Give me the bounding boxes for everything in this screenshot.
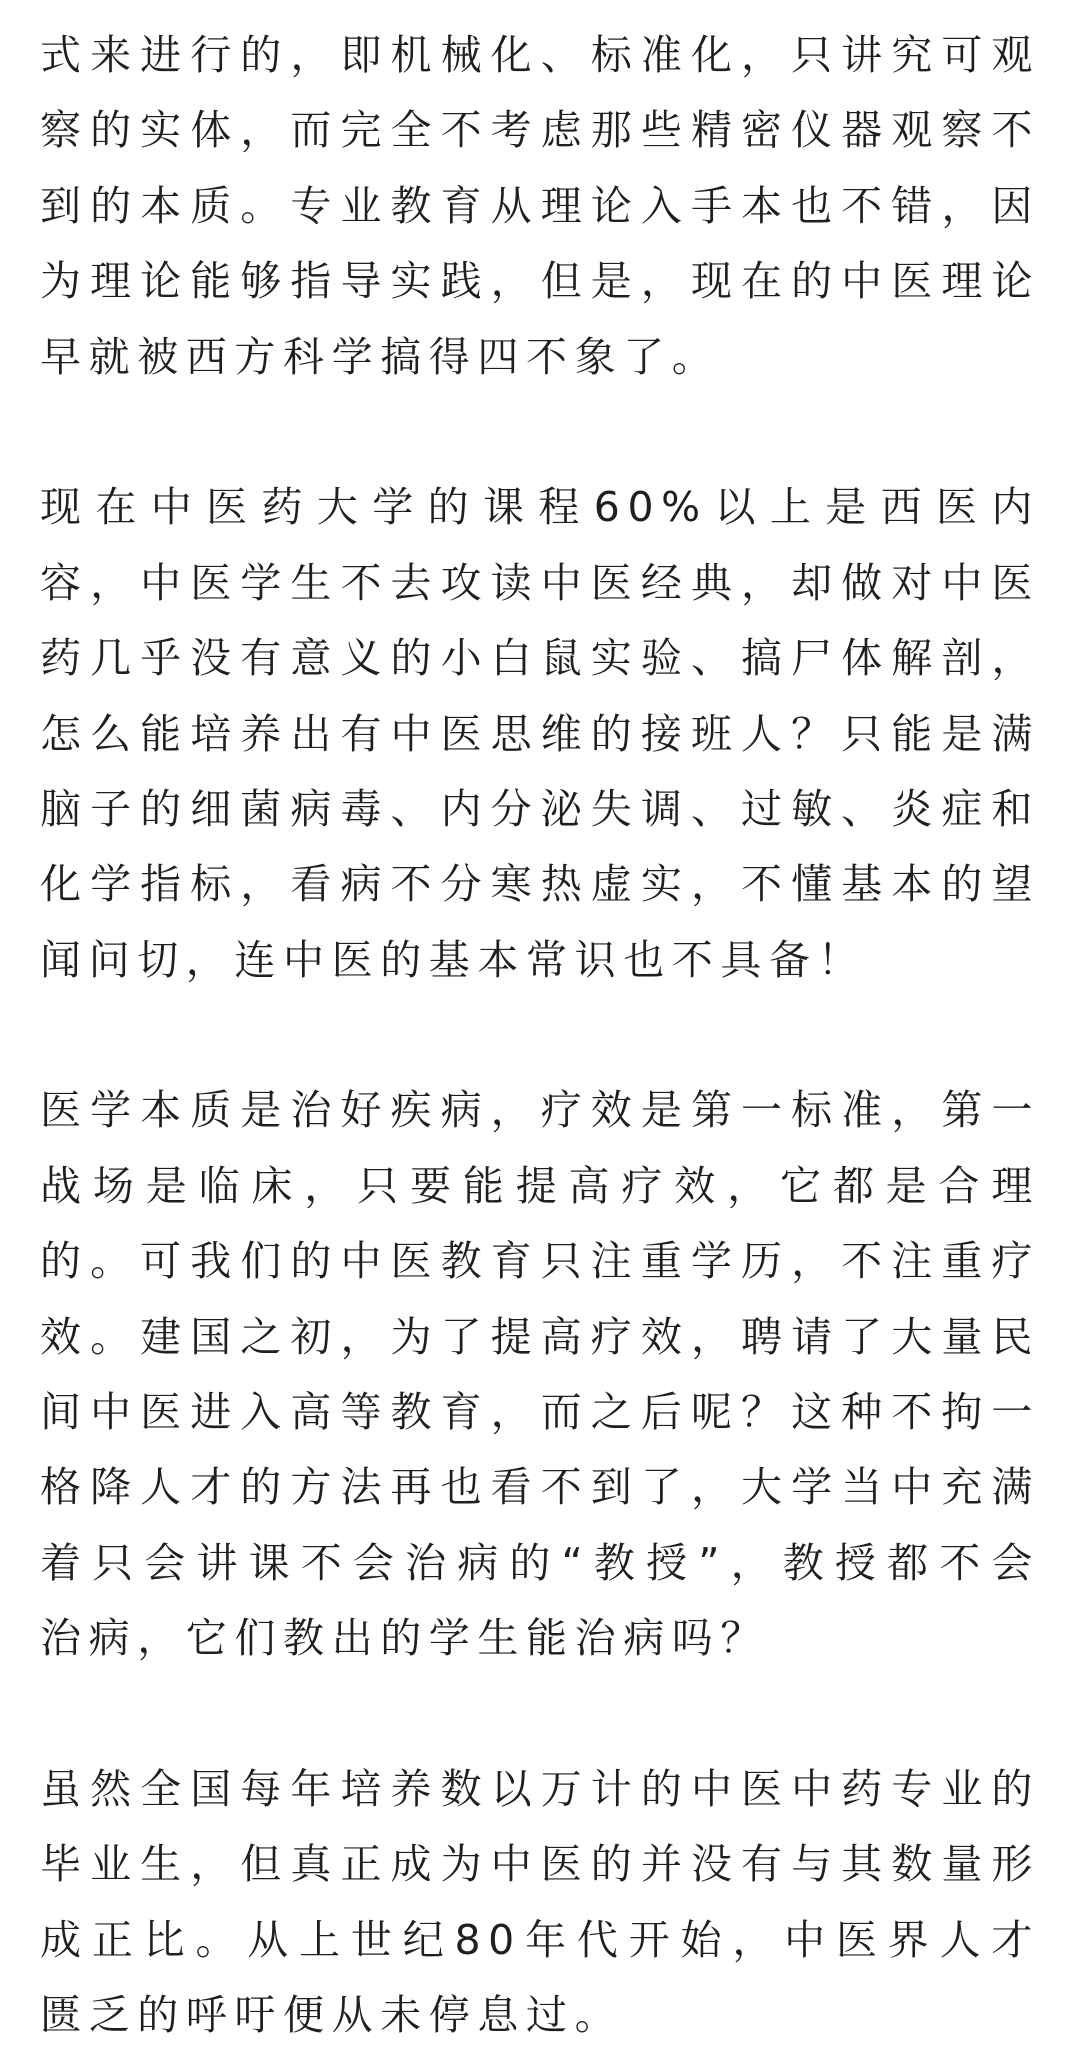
paragraph-2 [40, 470, 1040, 998]
text-line: 为理论能够指导实践，但是，现在的中医理论 [40, 257, 1040, 306]
paragraph-1 [40, 18, 1040, 395]
text-line: 格降人才的方法再也看不到了，大学当中充满 [40, 1463, 1040, 1512]
paragraph-4 [40, 1752, 1040, 2054]
text-line: 容，中医学生不去攻读中医经典，却做对中医 [40, 558, 1040, 607]
text-line: 式来进行的，即机械化、标准化，只讲究可观 [40, 31, 1040, 79]
paragraph-3 [40, 1073, 1040, 1676]
text-line: 效。建国之初，为了提高疗效，聘请了大量民 [40, 1312, 1040, 1361]
text-line: 现在中医药大学的课程60%以上是西医内 [40, 483, 1040, 532]
text-line: 怎么能培养出有中医思维的接班人？只能是满 [40, 709, 1040, 758]
text-line: 医学本质是治好疾病，疗效是第一标准，第一 [40, 1086, 1040, 1135]
text-line: 察的实体，而完全不考虑那些精密仪器观察不 [40, 106, 1040, 155]
article-body [40, 18, 1040, 2054]
text-line: 着只会讲课不会治病的“教授”，教授都不会 [40, 1538, 1040, 1587]
text-line: 虽然全国每年培养数以万计的中医中药专业的 [40, 1764, 1040, 1813]
text-line: 早就被西方科学搞得四不象了。 [40, 332, 721, 381]
text-line: 闻问切，连中医的基本常识也不具备！ [40, 935, 867, 984]
text-line: 毕业生，但真正成为中医的并没有与其数量形 [40, 1840, 1040, 1889]
text-line: 成正比。从上世纪80年代开始，中医界人才 [40, 1915, 1040, 1964]
text-line: 化学指标，看病不分寒热虚实，不懂基本的望 [40, 860, 1040, 909]
text-line: 匮乏的呼吁便从未停息过。 [40, 1991, 624, 2040]
text-line: 间中医进入高等教育，而之后呢？这种不拘一 [40, 1388, 1040, 1437]
text-line: 到的本质。专业教育从理论入手本也不错，因 [40, 181, 1040, 230]
text-line: 脑子的细菌病毒、内分泌失调、过敏、炎症和 [40, 784, 1040, 833]
text-line: 战场是临床，只要能提高疗效，它都是合理 [40, 1161, 1040, 1210]
text-line: 药几乎没有意义的小白鼠实验、搞尸体解剖， [40, 634, 1040, 683]
text-line: 的。可我们的中医教育只注重学历，不注重疗 [40, 1237, 1040, 1286]
text-line: 治病，它们教出的学生能治病吗？ [40, 1614, 769, 1663]
